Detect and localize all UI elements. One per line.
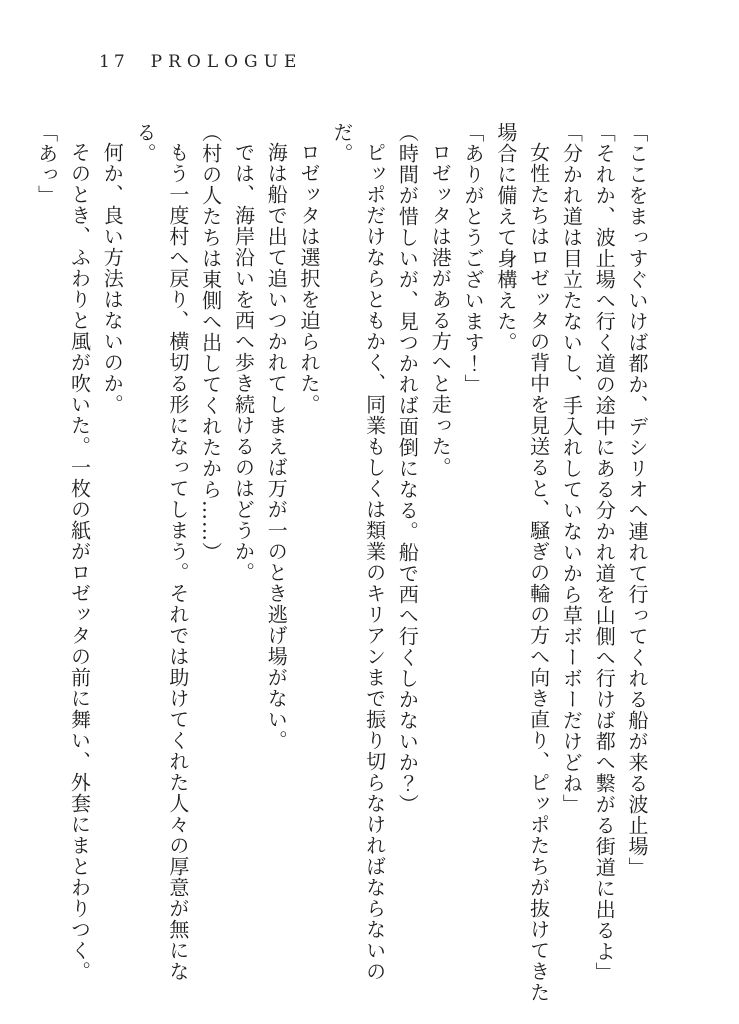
narration-line: 海は船で出て追いつかれてしまえば万が一のとき逃げ場がない。 xyxy=(264,142,289,751)
vertical-text-block xyxy=(30,122,653,1010)
running-head xyxy=(99,52,302,72)
narration-line: ロゼッタは港がある方へと走った。 xyxy=(428,142,453,478)
page-number: 17 xyxy=(99,52,129,72)
section-title: PROLOGUE xyxy=(150,52,303,72)
dialogue-line: 「ここをまっすぐいけば都か、デシリオへ連れて行ってくれる船が来る波止場」 xyxy=(625,122,649,878)
dialogue-line: 「それか、波止場へ行く道の途中にある分かれ道を山側へ行けば都へ繋がる街道に出るよ」 xyxy=(592,122,617,983)
thought-line: （村の人たちは東側へ出してくれたから……） xyxy=(198,122,223,563)
dialogue-line: 「あっ」 xyxy=(34,122,59,206)
narration-line: そのとき、ふわりと風が吹いた。一枚の紙がロゼッタの前に舞い、外套にまとわりつく。 xyxy=(67,142,92,982)
dialogue-line: 「分かれ道は目立たないし、手入れしていないから草ボーボーだけどね」 xyxy=(559,122,584,815)
narration-line: 女性たちはロゼッタの背中を見送ると、騒ぎの輪の方へ向き直り、ピッポたちが抜けてきた場合に備えて身構えた。 xyxy=(493,122,551,1003)
narration-line: ピッポだけならともかく、同業もしくは類業のキリアンまで振り切らなければならないのだ。 xyxy=(329,122,387,982)
narration-line: 何か、良い方法はないのか。 xyxy=(100,142,125,415)
narration-line: もう一度村へ戻り、横切る形になってしまう。それでは助けてくれた人々の厚意が無になる。 xyxy=(133,122,190,982)
thought-line: （時間が惜しいが、見つかれば面倒になる。船で西へ行くしかないか？） xyxy=(395,122,420,815)
narration-line: ロゼッタは選択を迫られた。 xyxy=(297,142,322,415)
dialogue-line: 「ありがとうございます！」 xyxy=(461,122,486,395)
narration-line: では、海岸沿いを西へ歩き続けるのはどうか。 xyxy=(231,142,256,583)
